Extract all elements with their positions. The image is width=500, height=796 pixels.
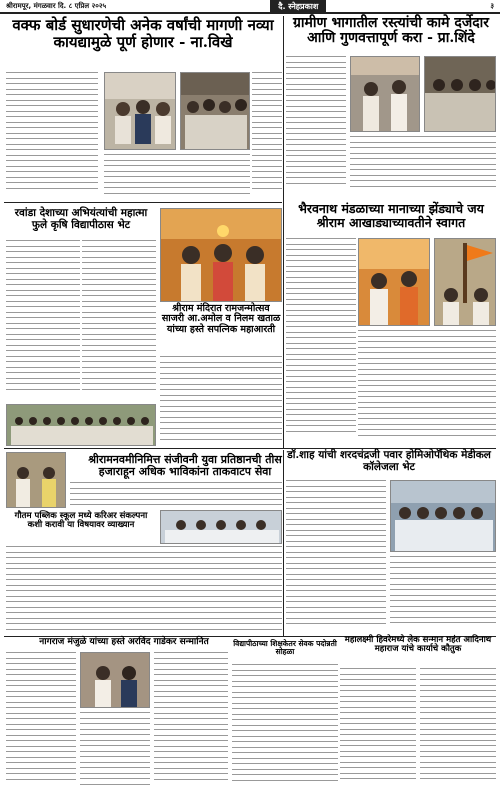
- article-homeo-text: [286, 480, 386, 634]
- photo-nagraj-felicitation: [80, 652, 150, 708]
- headline-ram-janmotsav: श्रीराम मंदिरात रामजन्मोत्सव साजरी आ.अमोल व निलम खताळ यांच्या हस्ते सपत्निक महाआरती: [161, 303, 281, 335]
- article-rawanda-text: [6, 240, 80, 402]
- article-mahalaxmi-text-2: [420, 668, 496, 792]
- page-number: ३: [490, 1, 494, 10]
- photo-wakf-crowd: [180, 72, 250, 150]
- headline-vidyapeeth-promotion: विद्यापीठाच्या शिक्षकेतर सेवक पदोन्नती सोहळा: [233, 639, 337, 657]
- headline-homeopathic-visit: डॉ.शाह यांची शरदचंद्रजी पवार होमिओपॅथिक मेडीकल कॉलेजला भेट: [287, 449, 491, 473]
- photo-navami-volunteers: [6, 452, 66, 508]
- article-navami-text: [70, 482, 282, 508]
- photo-wakf-event: [104, 72, 176, 150]
- article-wakf-text: [6, 72, 98, 200]
- article-bhairav-text: [286, 238, 356, 446]
- photo-rural-speaker: [350, 56, 420, 132]
- article-bhairav-text-2: [358, 330, 496, 446]
- divider-horizontal-1: [4, 202, 282, 203]
- newspaper-name: दै. स्नेहप्रकाश: [270, 0, 326, 13]
- article-rural-text-2: [350, 136, 496, 198]
- photo-homeo-college: [390, 480, 496, 552]
- masthead-date: श्रीरामपूर, मंगळवार दि. ८ एप्रिल २०२५: [6, 1, 107, 10]
- article-rural-text: [286, 56, 346, 198]
- photo-bhairav-procession: [434, 238, 496, 326]
- headline-ramnavami-seva: श्रीरामनवमीनिमित्त संजीवनी युवा प्रतिष्ठानची तीस हजाराहून अधिक भाविकांना ताकवाटप सेवा: [88, 453, 282, 479]
- headline-mahalaxmi-hivare: महालक्ष्मी हिवरेमध्ये लेक सन्मान महंत आदिनाथ महाराज यांचे कार्याचे कौतुक: [344, 635, 492, 655]
- headline-bhairavnath-flag: भैरवनाथ मंडळाच्या मानाच्या झेंड्याचे जय श्रीराम आखाड्याच्यावतीने स्वागत: [298, 201, 484, 230]
- headline-gautam-career: गौतम पब्लिक स्कूल मध्ये करिअर संकल्पना कशी करावी या विषयावर व्याख्यान: [14, 511, 148, 531]
- article-vidyapeeth-text: [232, 664, 338, 792]
- headline-rural-roads: ग्रामीण भागातील रस्त्यांची कामे दर्जेदार आणि गुणवत्तापूर्ण करा - प्रा.शिंदे: [292, 15, 490, 47]
- article-nagraj-text-2: [80, 712, 150, 792]
- headline-wakf-board: वक्फ बोर्ड सुधारणेची अनेक वर्षांची मागणी नव्या कायद्यामुळे पूर्ण होणार - ना.विखे: [12, 16, 274, 51]
- article-homeo-text-2: [390, 556, 496, 634]
- article-wakf-text-2: [104, 154, 250, 200]
- article-gautam-text: [6, 546, 282, 634]
- divider-vertical-lower: [283, 450, 284, 636]
- photo-rawanda-group: [6, 404, 156, 446]
- photo-gautam-school: [160, 510, 282, 544]
- headline-nagraj-manjule: नागराज मंजुळे यांच्या हस्ते अरविंद गाडेकर सन्मानित: [39, 637, 209, 647]
- article-ram-text: [160, 356, 282, 446]
- article-wakf-text-3: [252, 72, 282, 200]
- photo-rural-meeting: [424, 56, 496, 132]
- headline-rawanda-visit: रवांडा देशाच्या अभियंत्यांची महात्मा फुले कृषि विद्यापीठास भेट: [14, 207, 148, 231]
- divider-vertical-main: [283, 16, 284, 448]
- photo-ram-aarti: [160, 208, 282, 302]
- article-nagraj-text: [6, 652, 76, 792]
- article-rawanda-text-2: [82, 240, 156, 402]
- article-nagraj-text-3: [154, 652, 228, 792]
- photo-bhairav-akhada: [358, 238, 430, 326]
- article-mahalaxmi-text: [340, 668, 416, 792]
- masthead: [0, 0, 500, 14]
